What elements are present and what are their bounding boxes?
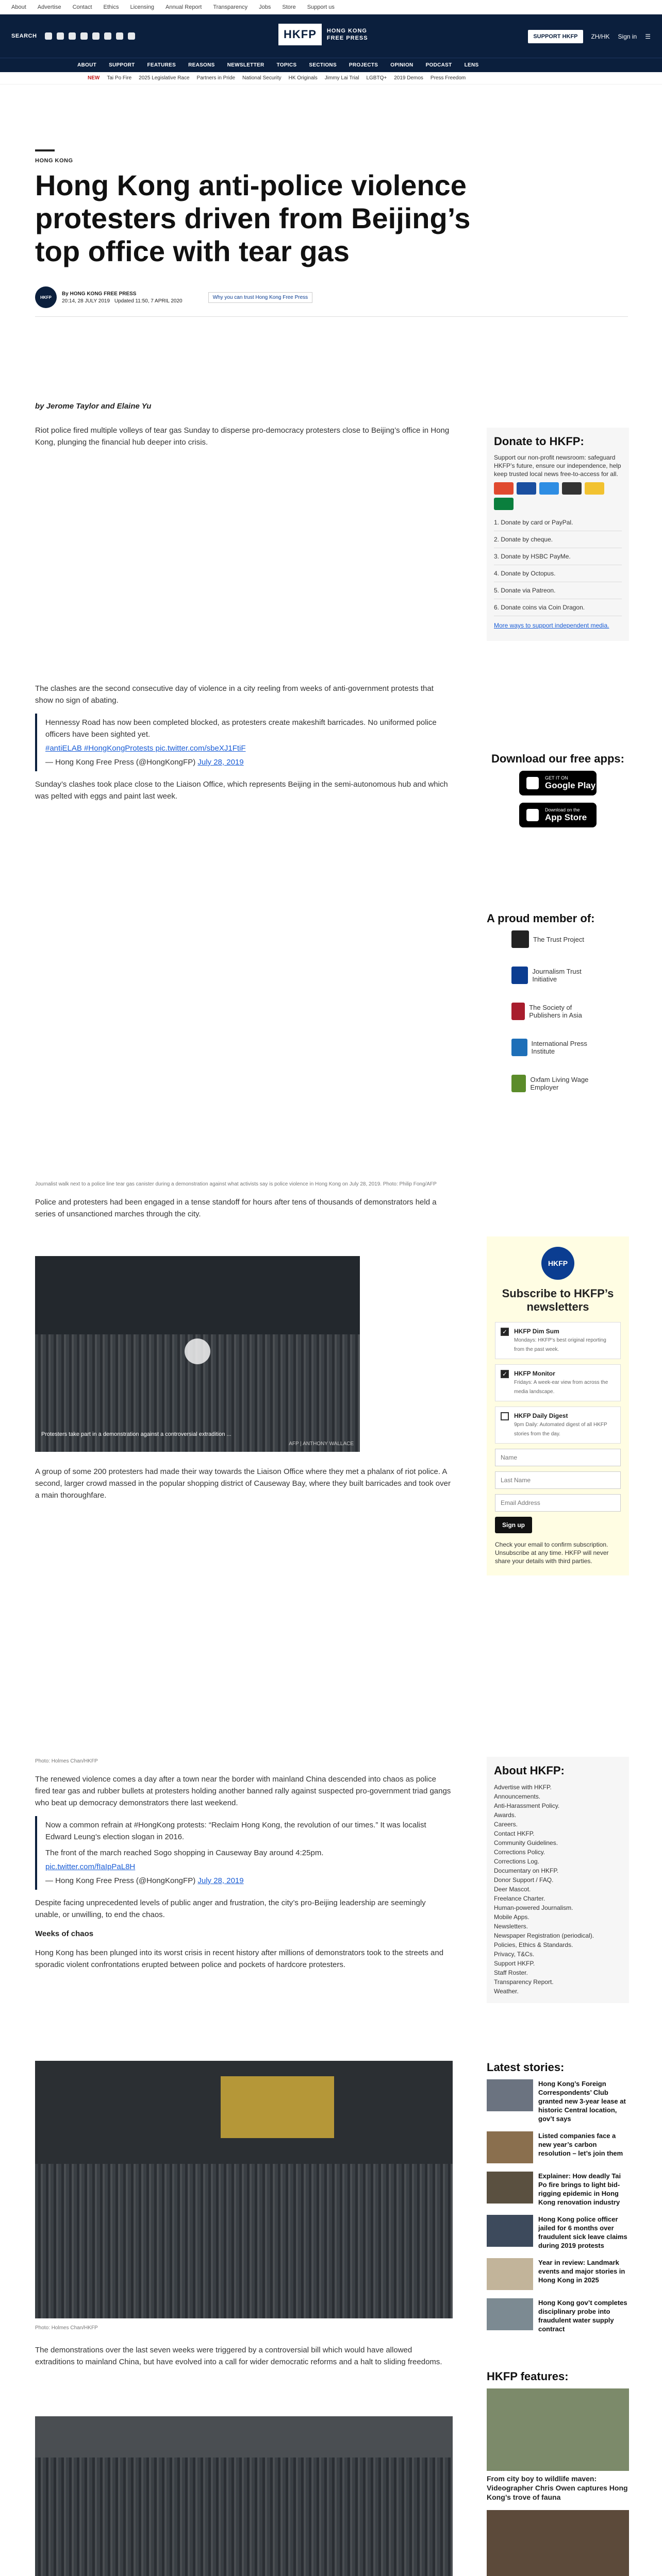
- article-body-1: [35, 425, 453, 455]
- donate-heading: Donate to HKFP:: [494, 435, 584, 448]
- tweet-text: The front of the march reached Sogo shopping in Causeway Bay around 4:25pm.: [45, 1849, 324, 1857]
- top-link[interactable]: Advertise: [37, 4, 61, 10]
- trending-link[interactable]: HK Originals: [288, 75, 318, 81]
- about-link[interactable]: Careers.: [494, 1821, 518, 1828]
- trending-link[interactable]: Tai Po Fire: [107, 75, 132, 81]
- section-heading: Weeks of chaos: [35, 1929, 94, 1938]
- top-link[interactable]: Licensing: [130, 4, 154, 10]
- feature-image[interactable]: [487, 2510, 629, 2576]
- about-link[interactable]: Corrections Log.: [494, 1858, 540, 1865]
- member-name: Journalism Trust Initiative: [532, 968, 582, 983]
- nav-item[interactable]: PODCAST: [425, 62, 452, 68]
- nav-item[interactable]: LENS: [464, 62, 479, 68]
- trust-link[interactable]: Why you can trust Hong Kong Free Press: [208, 292, 313, 303]
- oxfam-icon: [511, 1075, 526, 1092]
- tweet-date[interactable]: July 28, 2019: [197, 758, 244, 767]
- about-list: [494, 1783, 622, 1996]
- story-item[interactable]: [487, 2258, 629, 2290]
- nav-item[interactable]: SECTIONS: [309, 62, 337, 68]
- story-item[interactable]: [487, 2298, 629, 2333]
- article-body-3: [35, 1181, 453, 1227]
- donate-option[interactable]: 6. Donate coins via Coin Dragon.: [494, 599, 622, 616]
- donate-text: Support our non-profit newsroom: safeguard HKFP’s future, ensure our independence, help keep trusted local news free-to-access for all.: [494, 454, 621, 478]
- article-header: [35, 149, 628, 317]
- story-title[interactable]: Hong Kong gov’t completes disciplinary probe into fraudulent water supply contract: [538, 2299, 627, 2333]
- app-store-button[interactable]: [519, 803, 597, 827]
- header-divider: [35, 316, 628, 317]
- paragraph: The renewed violence comes a day after a town near the border with mainland China descended into chaos as police fired tear gas and rubber bullets at protesters holding another banned rally against suspected pro-government triad gangs who beat up democracy demonstrators there last weekend.: [35, 1775, 451, 1807]
- menu-icon[interactable]: ☰: [645, 33, 651, 40]
- embedded-tweet: [35, 1816, 453, 1890]
- paragraph: The clashes are the second consecutive day of violence in a city reeling from weeks of anti-government protests that show no sign of abating.: [35, 684, 434, 705]
- top-link[interactable]: Transparency: [213, 4, 248, 10]
- newsletter-note: Check your email to confirm subscription. Unsubscribe at any time. HKFP will never share your details with third parties.: [495, 1541, 609, 1565]
- about-link[interactable]: Freelance Charter.: [494, 1895, 545, 1902]
- tweet-text: Now a common refrain at #HongKong protests: “Reclaim Hong Kong, the revolution of our times.” It was localist Edward Leung’s election slogan in 2016.: [45, 1821, 426, 1841]
- article-body-2: [35, 683, 453, 809]
- store-name: App Store: [545, 812, 587, 822]
- newsletter-option[interactable]: [495, 1322, 621, 1359]
- about-link[interactable]: Community Guidelines.: [494, 1839, 558, 1846]
- donate-option[interactable]: 4. Donate by Octopus.: [494, 565, 622, 582]
- article-title: Hong Kong anti-police violence protesters driven from Beijing’s top office with tear gas: [35, 169, 471, 267]
- donate-more-link[interactable]: More ways to support independent media.: [494, 622, 609, 629]
- latest-heading: Latest stories:: [487, 2061, 565, 2074]
- member-heading: A proud member of:: [487, 912, 595, 925]
- jti-icon: [511, 967, 528, 984]
- store-small: Download on the: [545, 807, 580, 812]
- story-item[interactable]: [487, 2079, 629, 2123]
- publish-date: 20:14, 28 JULY 2019: [62, 298, 110, 304]
- sopa-icon: [511, 1003, 525, 1020]
- option-desc: Mondays: HKFP’s best original reporting from the past week.: [514, 1337, 606, 1352]
- top-link[interactable]: About: [11, 4, 26, 10]
- member-logo[interactable]: [511, 1039, 604, 1056]
- paragraph: A group of some 200 protesters had made their way towards the Liaison Office where they met a phalanx of riot police. A second, larger crowd massed in the popular shopping district of Causeway Bay, where they built barricades and took over a main thoroughfare.: [35, 1467, 451, 1500]
- nav-item[interactable]: FEATURES: [147, 62, 176, 68]
- story-title[interactable]: Hong Kong police officer jailed for 6 months over fraudulent sick leave claims during 2019 protests: [538, 2215, 627, 2249]
- nav-item[interactable]: SUPPORT: [109, 62, 135, 68]
- store-name: Google Play: [545, 781, 596, 790]
- social-links: [45, 32, 135, 40]
- image-caption: Journalist walk next to a police line tear gas canister during a demonstration against what activists say is police violence in Hong Kong on July 28, 2019. Photo: Philip Fong/AFP: [35, 1181, 437, 1187]
- language-toggle[interactable]: ZH/HK: [591, 33, 610, 40]
- image-caption: Photo: Holmes Chan/HKFP: [35, 2325, 98, 2331]
- about-link[interactable]: Documentary on HKFP.: [494, 1867, 559, 1874]
- paragraph: Sunday’s clashes took place close to the Liaison Office, which represents Beijing in the semi-autonomous hub and which was pelted with eggs and paint last week.: [35, 780, 448, 801]
- tweet-tag[interactable]: pic.twitter.com/fIaIpPaL8H: [45, 1862, 136, 1871]
- trending-bar: [0, 72, 662, 84]
- about-link[interactable]: Awards.: [494, 1811, 517, 1819]
- byline: [35, 286, 628, 308]
- twitter-icon[interactable]: [45, 32, 52, 40]
- top-link[interactable]: Ethics: [103, 4, 119, 10]
- about-link[interactable]: Policies, Ethics & Standards.: [494, 1941, 573, 1948]
- option-desc: Fridays: A week-ear view from across the media landscape.: [514, 1380, 608, 1395]
- newsletter-option[interactable]: [495, 1406, 621, 1444]
- google-play-icon: [526, 777, 539, 789]
- nav-item[interactable]: NEWSLETTER: [227, 62, 264, 68]
- newsletter-option[interactable]: [495, 1364, 621, 1401]
- telegram-icon[interactable]: [80, 32, 88, 40]
- features-heading: HKFP features:: [487, 2370, 569, 2383]
- paragraph: Police and protesters had been engaged in a tense standoff for hours after tens of thousands of demonstrators held a series of unsanctioned marches through the city.: [35, 1198, 437, 1218]
- story-title[interactable]: Listed companies face a new year’s carbon resolution – let’s join them: [538, 2132, 623, 2157]
- facebook-icon[interactable]: [57, 32, 64, 40]
- story-title[interactable]: Year in review: Landmark events and major stories in Hong Kong in 2025: [538, 2259, 625, 2284]
- story-thumbnail: [487, 2079, 533, 2111]
- embedded-tweet: [35, 714, 453, 771]
- card-icon: [517, 482, 536, 495]
- story-thumbnail: [487, 2215, 533, 2247]
- tweet-tag[interactable]: #antiELAB #HongKongProtests pic.twitter.com/sbeXJ1FtiF: [45, 744, 246, 753]
- story-item[interactable]: [487, 2215, 629, 2250]
- about-link[interactable]: Human-powered Journalism.: [494, 1904, 573, 1911]
- newsletter-heading: Subscribe to HKFP’s newsletters: [502, 1287, 614, 1313]
- about-link[interactable]: Weather.: [494, 1988, 519, 1995]
- store-small: GET IT ON: [545, 775, 568, 781]
- member-logo[interactable]: [511, 967, 604, 984]
- photo: [35, 2061, 453, 2318]
- option-desc: 9pm Daily: Automated digest of all HKFP stories from the day.: [514, 1422, 607, 1437]
- option-title: HKFP Dim Sum: [514, 1328, 559, 1335]
- top-link[interactable]: Contact: [72, 4, 92, 10]
- photo-banner: [221, 2076, 334, 2138]
- membership-section: [487, 912, 629, 1111]
- signup-button[interactable]: Sign up: [495, 1517, 532, 1533]
- top-link[interactable]: Store: [282, 4, 296, 10]
- top-bar: [0, 0, 662, 14]
- story-item[interactable]: [487, 2172, 629, 2207]
- member-name: International Press Institute: [531, 1040, 587, 1055]
- video-credit: AFP | ANTHONY WALLACE: [289, 1441, 354, 1447]
- top-link[interactable]: Jobs: [259, 4, 271, 10]
- feature-image[interactable]: [487, 2388, 629, 2471]
- instagram-icon[interactable]: [69, 32, 76, 40]
- tweet-date[interactable]: July 28, 2019: [197, 1876, 244, 1885]
- member-logo[interactable]: [511, 1003, 604, 1020]
- article-kicker[interactable]: HONG KONG: [35, 158, 73, 164]
- about-link[interactable]: Deer Mascot.: [494, 1886, 531, 1893]
- feature-title[interactable]: From city boy to wildlife maven: Videographer Chris Owen captures Hong Kong’s trove of fauna: [487, 2475, 628, 2501]
- story-thumbnail: [487, 2298, 533, 2330]
- about-link[interactable]: Newsletters.: [494, 1923, 528, 1930]
- photo-crowd: [35, 2164, 453, 2318]
- checkbox[interactable]: [501, 1412, 509, 1420]
- search-button[interactable]: SEARCH: [11, 33, 37, 39]
- name-field[interactable]: [495, 1449, 621, 1466]
- video-player[interactable]: [35, 1256, 360, 1452]
- checkbox[interactable]: ✓: [501, 1328, 509, 1336]
- article-body-6: [35, 2325, 453, 2375]
- card-icon: [494, 498, 514, 510]
- article-authors: by Jerome Taylor and Elaine Yu: [35, 402, 152, 411]
- article-body-5: [35, 1758, 453, 1978]
- photo: [35, 2416, 453, 2576]
- mail-icon[interactable]: [116, 32, 123, 40]
- ipi-icon: [511, 1039, 527, 1056]
- newsletter-logo: HKFP: [541, 1247, 574, 1280]
- story-thumbnail: [487, 2131, 533, 2163]
- signin-link[interactable]: Sign in: [618, 33, 637, 40]
- member-logo[interactable]: [511, 1075, 604, 1092]
- youtube-icon[interactable]: [104, 32, 111, 40]
- about-link[interactable]: Staff Roster.: [494, 1969, 528, 1976]
- rss-icon[interactable]: [128, 32, 135, 40]
- nav-item[interactable]: OPINION: [390, 62, 413, 68]
- member-name: Oxfam Living Wage Employer: [530, 1076, 589, 1091]
- newsletter-box: [487, 1236, 629, 1575]
- donate-option[interactable]: 2. Donate by cheque.: [494, 531, 622, 548]
- trending-link[interactable]: Press Freedom: [430, 75, 466, 81]
- nav-item[interactable]: REASONS: [188, 62, 215, 68]
- photo-crowd: [35, 2458, 453, 2576]
- trending-link[interactable]: National Security: [242, 75, 282, 81]
- tweet-meta: — Hong Kong Free Press (@HongKongFP): [45, 758, 196, 767]
- about-link[interactable]: Advertise with HKFP.: [494, 1784, 552, 1791]
- donate-box: [487, 428, 629, 641]
- video-title: Protesters take part in a demonstration against a controversial extradition ...: [41, 1431, 231, 1437]
- play-icon[interactable]: [185, 1338, 210, 1364]
- new-badge: NEW: [88, 75, 100, 81]
- logo-mark: HKFP: [278, 24, 322, 45]
- donate-option[interactable]: 3. Donate by HSBC PayMe.: [494, 548, 622, 565]
- masthead: [0, 14, 662, 58]
- card-icon: [539, 482, 559, 495]
- latest-stories: [487, 2061, 629, 2342]
- masthead-actions: [528, 30, 651, 43]
- apple-icon: [526, 809, 539, 821]
- member-logo[interactable]: [511, 930, 604, 948]
- trending-link[interactable]: LGBTQ+: [366, 75, 387, 81]
- about-link[interactable]: Mobile Apps.: [494, 1913, 529, 1921]
- paragraph: Despite facing unprecedented levels of public anger and frustration, the city’s pro-Beijing leadership are seemingly unable, or unwilling, to end the chaos.: [35, 1899, 426, 1919]
- about-link[interactable]: Newspaper Registration (periodical).: [494, 1932, 594, 1939]
- story-thumbnail: [487, 2172, 533, 2204]
- image-caption: Photo: Holmes Chan/HKFP: [35, 1758, 98, 1764]
- about-link[interactable]: Anti-Harassment Policy.: [494, 1802, 560, 1809]
- trust-project-icon: [511, 930, 529, 948]
- features-section: [487, 2370, 629, 2576]
- apps-heading: Download our free apps:: [491, 752, 624, 765]
- about-link[interactable]: Donor Support / FAQ.: [494, 1876, 554, 1884]
- top-link[interactable]: Support us: [307, 4, 335, 10]
- about-link[interactable]: Privacy, T&Cs.: [494, 1951, 535, 1958]
- top-link[interactable]: Annual Report: [165, 4, 202, 10]
- nav-item[interactable]: ABOUT: [77, 62, 97, 68]
- apps-section: [487, 752, 629, 835]
- about-link[interactable]: Corrections Policy.: [494, 1849, 545, 1856]
- tweet-text: Hennessy Road has now been completed blocked, as protesters create makeshift barricades. No uniformed police officers have been sighted yet.: [45, 718, 437, 739]
- donate-option[interactable]: 1. Donate by card or PayPal.: [494, 514, 622, 531]
- story-thumbnail: [487, 2258, 533, 2290]
- about-link[interactable]: Announcements.: [494, 1793, 541, 1800]
- support-button[interactable]: SUPPORT HKFP: [528, 30, 583, 43]
- option-title: HKFP Monitor: [514, 1370, 555, 1377]
- card-icon: [562, 482, 582, 495]
- site-logo[interactable]: [278, 24, 373, 45]
- card-icon: [585, 482, 604, 495]
- member-name: The Society of Publishers in Asia: [529, 1004, 582, 1019]
- linkedin-icon[interactable]: [92, 32, 100, 40]
- card-icon: [494, 482, 514, 495]
- trending-link[interactable]: 2025 Legislative Race: [139, 75, 190, 81]
- nav-item[interactable]: TOPICS: [276, 62, 297, 68]
- story-title[interactable]: Explainer: How deadly Tai Po fire brings to light bid-rigging epidemic in Hong Kong renovation industry: [538, 2172, 621, 2206]
- about-link[interactable]: Contact HKFP.: [494, 1830, 535, 1837]
- paragraph: Riot police fired multiple volleys of tear gas Sunday to disperse pro-democracy protesters close to Beijing’s office in Hong Kong, plunging the financial hub deeper into crisis.: [35, 426, 450, 447]
- story-title[interactable]: Hong Kong’s Foreign Correspondents’ Club granted new 3-year lease at historic Central location, gov’t says: [538, 2080, 626, 2123]
- author-avatar[interactable]: HKFP: [35, 286, 57, 308]
- about-link[interactable]: Support HKFP.: [494, 1960, 535, 1967]
- checkbox[interactable]: ✓: [501, 1370, 509, 1378]
- trending-link[interactable]: Jimmy Lai Trial: [324, 75, 359, 81]
- article-body-4: [35, 1466, 453, 1509]
- kicker-rule: [35, 149, 55, 151]
- paragraph: The demonstrations over the last seven weeks were triggered by a controversial bill which would have allowed extraditions to mainland China, but have evolved into a call for wider democratic reforms and a halt to sliding freedoms.: [35, 2346, 442, 2366]
- about-link[interactable]: Transparency Report.: [494, 1978, 554, 1986]
- member-name: The Trust Project: [533, 935, 584, 943]
- tweet-meta: — Hong Kong Free Press (@HongKongFP): [45, 1876, 196, 1885]
- story-item[interactable]: [487, 2131, 629, 2163]
- byline-author[interactable]: By HONG KONG FREE PRESS: [62, 291, 137, 297]
- logo-subtitle: HONG KONG FREE PRESS: [326, 28, 368, 41]
- trending-link[interactable]: 2019 Demos: [394, 75, 423, 81]
- email-field[interactable]: [495, 1494, 621, 1512]
- payment-cards: [494, 482, 622, 510]
- donate-option[interactable]: 5. Donate via Patreon.: [494, 582, 622, 599]
- last-name-field[interactable]: [495, 1471, 621, 1489]
- main-nav: [0, 58, 662, 72]
- option-title: HKFP Daily Digest: [514, 1412, 568, 1419]
- updated-date: Updated 11:50, 7 APRIL 2020: [114, 298, 183, 304]
- trending-link[interactable]: Partners in Pride: [196, 75, 236, 81]
- nav-item[interactable]: PROJECTS: [349, 62, 378, 68]
- paragraph: Hong Kong has been plunged into its worst crisis in recent history after millions of demonstrators took to the streets and sporadic violent confrontations erupted between police and pockets of hardcore protesters.: [35, 1948, 444, 1969]
- about-section: [487, 1757, 629, 2003]
- about-heading: About HKFP:: [494, 1764, 565, 1777]
- google-play-button[interactable]: [519, 771, 597, 795]
